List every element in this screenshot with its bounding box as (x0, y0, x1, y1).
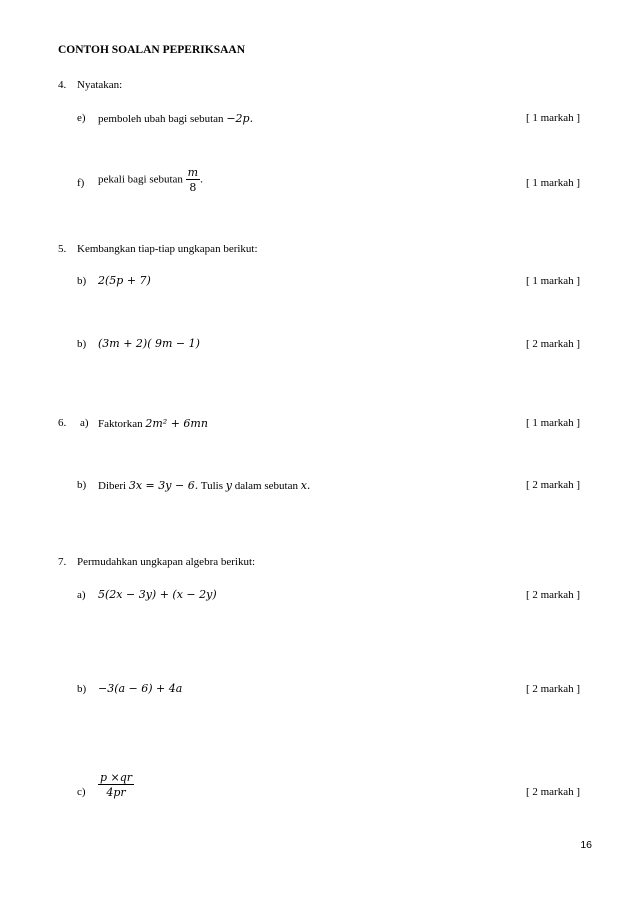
q6a-row (98, 418, 208, 430)
page-number: 16 (580, 839, 592, 851)
q6b-row (98, 480, 310, 492)
q7b-expr: −3(a − 6) + 4a (98, 682, 183, 695)
q5b1-marks: [ 1 markah ] (525, 275, 580, 287)
q4f-fraction (186, 167, 200, 193)
q6b-text1: Diberi (98, 480, 127, 492)
q6a-label: a) (80, 417, 89, 429)
page-heading: CONTOH SOALAN PEPERIKSAAN (58, 44, 246, 56)
q5b2-expr: (3m + 2)( 9m − 1) (98, 337, 200, 350)
q4-stem: Nyatakan: (77, 79, 123, 91)
q7a-marks: [ 2 markah ] (525, 589, 580, 601)
q4e-expr: −2p. (226, 112, 254, 125)
q7c-marks: [ 2 markah ] (525, 786, 580, 798)
q7c-row (98, 772, 134, 798)
q4-number: 4. (58, 79, 67, 91)
q4f-label: f) (77, 177, 85, 189)
q7-number: 7. (58, 556, 67, 568)
q4e-marks: [ 1 markah ] (525, 112, 580, 124)
q6b-text3: dalam sebutan (234, 480, 298, 492)
q5b1-label: b) (77, 275, 87, 287)
q6-number: 6. (58, 417, 67, 429)
q6b-expr2: y (225, 479, 232, 492)
q6a-expr: 2m² + 6mn (145, 417, 208, 430)
q6b-expr3: x. (300, 479, 311, 492)
q7-stem: Permudahkan ungkapan algebra berikut: (77, 556, 256, 568)
q5b2-label: b) (77, 338, 87, 350)
q6b-expr1: 3x = 3y − 6. (128, 479, 199, 492)
q5b2-marks: [ 2 markah ] (525, 338, 580, 350)
q7b-marks: [ 2 markah ] (525, 683, 580, 695)
q4e-label: e) (77, 112, 86, 124)
q6a-marks: [ 1 markah ] (525, 417, 580, 429)
q4f-denominator: 8 (189, 181, 197, 194)
q4f-tail: . (200, 173, 203, 186)
q4f-text: pekali bagi sebutan (98, 173, 183, 186)
q7c-fraction (98, 772, 134, 798)
q4e-text: pemboleh ubah bagi sebutan (98, 113, 224, 125)
q6b-text2: Tulis (200, 480, 223, 492)
q5-stem: Kembangkan tiap-tiap ungkapan berikut: (77, 243, 258, 255)
q6a-text: Faktorkan (98, 418, 143, 430)
q7c-denominator: 4pr (106, 786, 126, 799)
q5-number: 5. (58, 243, 67, 255)
q7c-numerator: p ×qr (100, 771, 133, 784)
q7b-label: b) (77, 683, 87, 695)
q6b-marks: [ 2 markah ] (525, 479, 580, 491)
q7a-label: a) (77, 589, 86, 601)
q4f-numerator: m (187, 166, 199, 179)
q4e-row (98, 113, 253, 125)
q6b-label: b) (77, 479, 87, 491)
q4f-marks: [ 1 markah ] (525, 177, 580, 189)
q5b1-expr: 2(5p + 7) (98, 274, 151, 287)
q4f-row (98, 167, 203, 193)
q7c-label: c) (77, 786, 86, 798)
q7a-expr: 5(2x − 3y) + (x − 2y) (98, 588, 217, 601)
